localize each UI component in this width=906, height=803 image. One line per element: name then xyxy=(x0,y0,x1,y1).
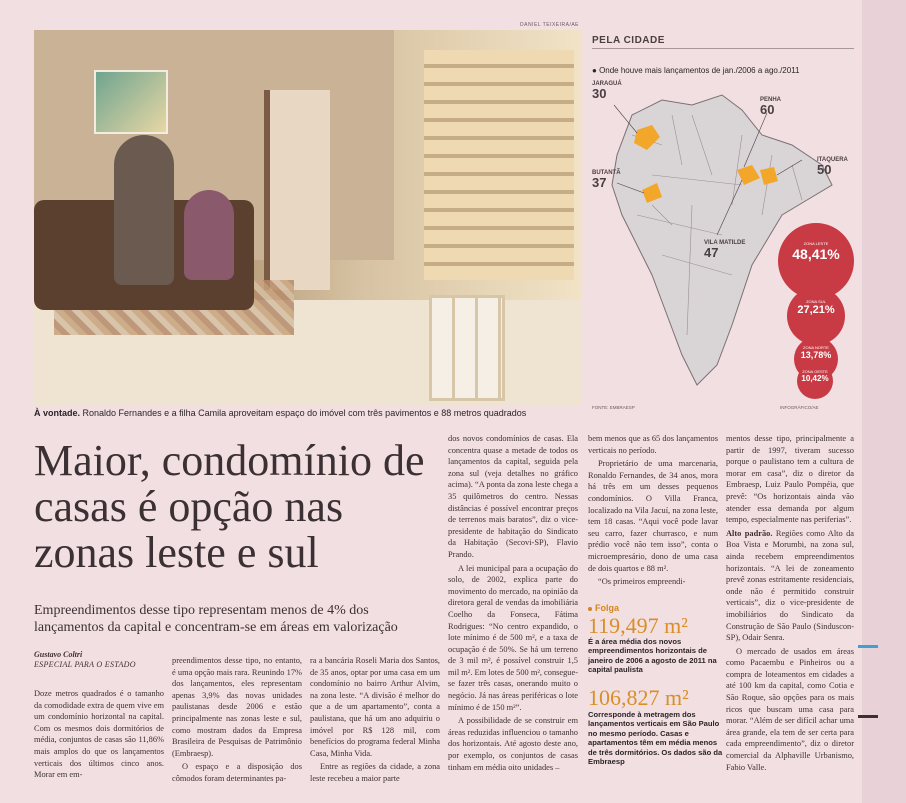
city-map xyxy=(592,75,854,395)
zone-name: ZONA LESTE xyxy=(803,241,829,246)
zone-name: ZONA SUL xyxy=(806,299,826,304)
adjacent-page-edge xyxy=(862,0,906,803)
margin-mark-blue xyxy=(858,645,878,648)
paragraph: Proprietário de uma marcenaria, Ronaldo Fernandes, de 34 anos, mora há três em um desses pequenos condomínios. O Villa Franca, localizado na Vila Jacuí, na zona leste, tem 18 casas. “Aqui você pode lavar seu carro, fazer churrasco, e num prédio você não tem isso”, conta o microempresário, dono de uma casa de dois quartos e 88 m². xyxy=(588,459,718,573)
caption-text: Ronaldo Fernandes e a filha Camila aproveitam espaço do imóvel com três pavimentos e 88 metros quadrados xyxy=(82,408,527,418)
district-name: JARAGUÁ xyxy=(592,81,622,87)
article-column-3 xyxy=(310,655,440,790)
paragraph: ra a bancária Roseli Maria dos Santos, de 35 anos, optar por uma casa em um condomínio no bairro Arthur Alvim, na zona leste. “A divisão é melhor do que a de um apartamento”, conta a paulistana, que há um ano adquiriu o imóvel por R$ 128 mil, com benefícios do programa federal Minha Casa, Minha Vida. xyxy=(310,656,440,758)
zone-pct: 48,41% xyxy=(792,246,840,262)
photo-caption xyxy=(34,408,594,418)
paragraph: Entre as regiões da cidade, a zona leste recebeu a maior parte xyxy=(310,762,440,783)
label-butanta xyxy=(592,170,621,189)
paragraph: A lei municipal para a ocupação do solo, de 2002, explica parte do movimento do mercado, na opinião da diretora geral de vendas da imobiliária Coelho da Fonseca, Fátima Rodrigues: “No centro expandido, o lote mínimo é de 500 m², e a taxa de ocupação é de 50%. Se há um terreno de 3 mil m², é possível construir 1,5 mil m². Em lotes de 500 m², consegue-se fazer três casas, onerando muito o negócio. Já nas áreas periféricas o lote mínimo é de 150 m²”. xyxy=(448,563,578,712)
zone-pct: 27,21% xyxy=(797,304,835,316)
byline xyxy=(34,650,136,671)
stat2-text: Corresponde à metragem dos lançamentos verticais em São Paulo no mesmo período. Casas e apartamentos têm em média menos de três dormitórios. Os dados são da Embraesp xyxy=(588,710,723,767)
label-penha xyxy=(760,97,781,116)
author-name: Gustavo Coltri xyxy=(34,650,83,659)
article-photo xyxy=(34,30,582,405)
district-name: BUTANTÃ xyxy=(592,170,621,176)
district-value: 30 xyxy=(592,86,607,101)
photo-window xyxy=(429,295,505,401)
label-jaragua xyxy=(592,81,622,100)
paragraph: mentos desse tipo, principalmente a partir de 1997, tiveram sucesso porque o paulistano tem a cultura de morar em casa”, diz o diretor da Embraesp, Luiz Paulo Pompéia, que prevê: “Os horizontais ainda vão atender essa demanda por algum tempo, especialmente nas periferias”. xyxy=(726,434,854,525)
bubble-zona-oeste xyxy=(797,363,833,399)
district-value: 50 xyxy=(817,162,832,177)
photo-credit: DANIEL TEIXEIRA/AE xyxy=(520,22,580,28)
subsection-lead: Alto padrão. xyxy=(726,528,773,538)
stat2-value: 106,827 m² xyxy=(588,685,689,710)
author-role: ESPECIAL PARA O ESTADO xyxy=(34,660,136,670)
article-column-6 xyxy=(726,433,854,790)
paragraph: “Os primeiros empreendi- xyxy=(598,577,686,587)
graphic-source: FONTE: EMBRAESP xyxy=(592,405,635,410)
district-name: VILA MATILDE xyxy=(704,240,746,246)
paragraph-text: Regiões como Alto da Boa Vista e Morumbi, na zona sul, ainda recebem empreendimentos horizontais. “A lei de zoneamento prevê zonas estritamente residenciais, onde não é permitido construir verticais”, diz o vice-presidente de imobiliários do Sindicato da Construção de São Paulo (Sinduscon-SP), Odair Senra. xyxy=(726,528,854,643)
paragraph: O mercado de usados em áreas como Pacaembu e Pinheiros ou a compra de loteamentos em cidades a até 100 km da capital, como Cotia e São Roque, são opções para os mais ricos que buscam uma casa para morar. “Além de ser difícil achar uma área grande, ela tem de ser certa para cada empreendimento”, diz o diretor comercial da Alphaville Urbanismo, Fabio Valle. xyxy=(726,646,854,772)
photo-door xyxy=(264,90,330,290)
graphic-credit: INFOGRÁFICO/AE xyxy=(780,405,819,410)
stat1-value: 119,497 m² xyxy=(588,613,688,638)
photo-daughter xyxy=(184,190,234,280)
district-value: 47 xyxy=(704,245,719,260)
district-value: 37 xyxy=(592,175,607,190)
paragraph: A possibilidade de se construir em áreas reduzidas influenciou o tamanho dos horizontais. Até agosto deste ano, por exemplo, os conjuntos de casas tinham em média oito unidades – xyxy=(448,716,578,772)
margin-mark-dark xyxy=(858,715,878,718)
article-column-1 xyxy=(34,688,164,788)
folga-tag: Folga xyxy=(588,603,619,613)
zone-pct: 13,78% xyxy=(800,350,832,360)
graphic-subtitle: ● Onde houve mais lançamentos de jan./2006 a ago./2011 xyxy=(592,66,800,75)
label-vila-matilde xyxy=(704,240,745,259)
section-divider xyxy=(592,48,854,49)
paragraph: bem menos que as 65 dos lançamentos verticais no período. xyxy=(588,434,718,455)
district-value: 60 xyxy=(760,102,775,117)
article-column-4 xyxy=(448,433,578,790)
zone-pct: 10,42% xyxy=(801,374,829,383)
paragraph: dos novos condomínios de casas. Ela concentra quase a metade de todos os lançamentos da capital, seguida pela zona sul (veja detalhes no gráfico acima). “A ponta da zona leste chega a 35 quilômetros do centro. Nessas distâncias é possível encontrar preços de terrenos mais baratos”, diz o vice-presidente de habitação do Sindicato da Habitação (Secovi-SP), Flavio Prando. xyxy=(448,434,578,559)
stat1-text: É a área média dos novos empreendimentos horizontais de janeiro de 2006 a agosto de 2011 na capital paulista xyxy=(588,637,717,675)
caption-lead: À vontade. xyxy=(34,408,81,418)
zone-name: ZONA NORTE xyxy=(803,345,829,350)
paragraph: Doze metros quadrados é o tamanho da comodidade extra de quem vive em um condomínio horizontal na capital. Com os mesmos dois dormitórios de média, conjuntos de casas são 11,86% mais amplos do que os lançamentos verticais dos últimos cinco anos. Morar em em- xyxy=(34,689,164,780)
paragraph: O espaço e a disposição dos cômodos foram determinantes pa- xyxy=(172,762,302,783)
graphic-section-title: PELA CIDADE xyxy=(592,35,665,46)
district-name: ITAQUERA xyxy=(817,157,848,163)
zone-name: ZONA OESTE xyxy=(802,369,828,374)
photo-stairs xyxy=(424,50,574,280)
paragraph xyxy=(726,528,854,644)
label-itaquera xyxy=(817,157,848,176)
photo-father xyxy=(114,135,174,285)
paragraph: preendimentos desse tipo, no entanto, é uma opção mais rara. Reunindo 17% dos lançamentos, eles representam apenas 3,9% das novas unidades paulistanas desde 2006 e estão principalmente nas zonas leste e sul, como mostram dados da Empresa Brasileira de Pesquisas de Patrimônio (Embraesp). xyxy=(172,656,302,758)
graphic-subtitle-text: Onde houve mais lançamentos de jan./2006 a ago./2011 xyxy=(599,66,800,75)
article-column-2 xyxy=(172,655,302,790)
wall-painting xyxy=(94,70,168,134)
article-column-5 xyxy=(588,433,718,598)
headline: Maior, condomínio de casas é opção nas zonas leste e sul xyxy=(34,436,425,578)
district-name: PENHA xyxy=(760,97,782,103)
subheadline: Empreendimentos desse tipo representam menos de 4% dos lançamentos da capital e concentram-se em áreas em valorização xyxy=(34,603,398,635)
